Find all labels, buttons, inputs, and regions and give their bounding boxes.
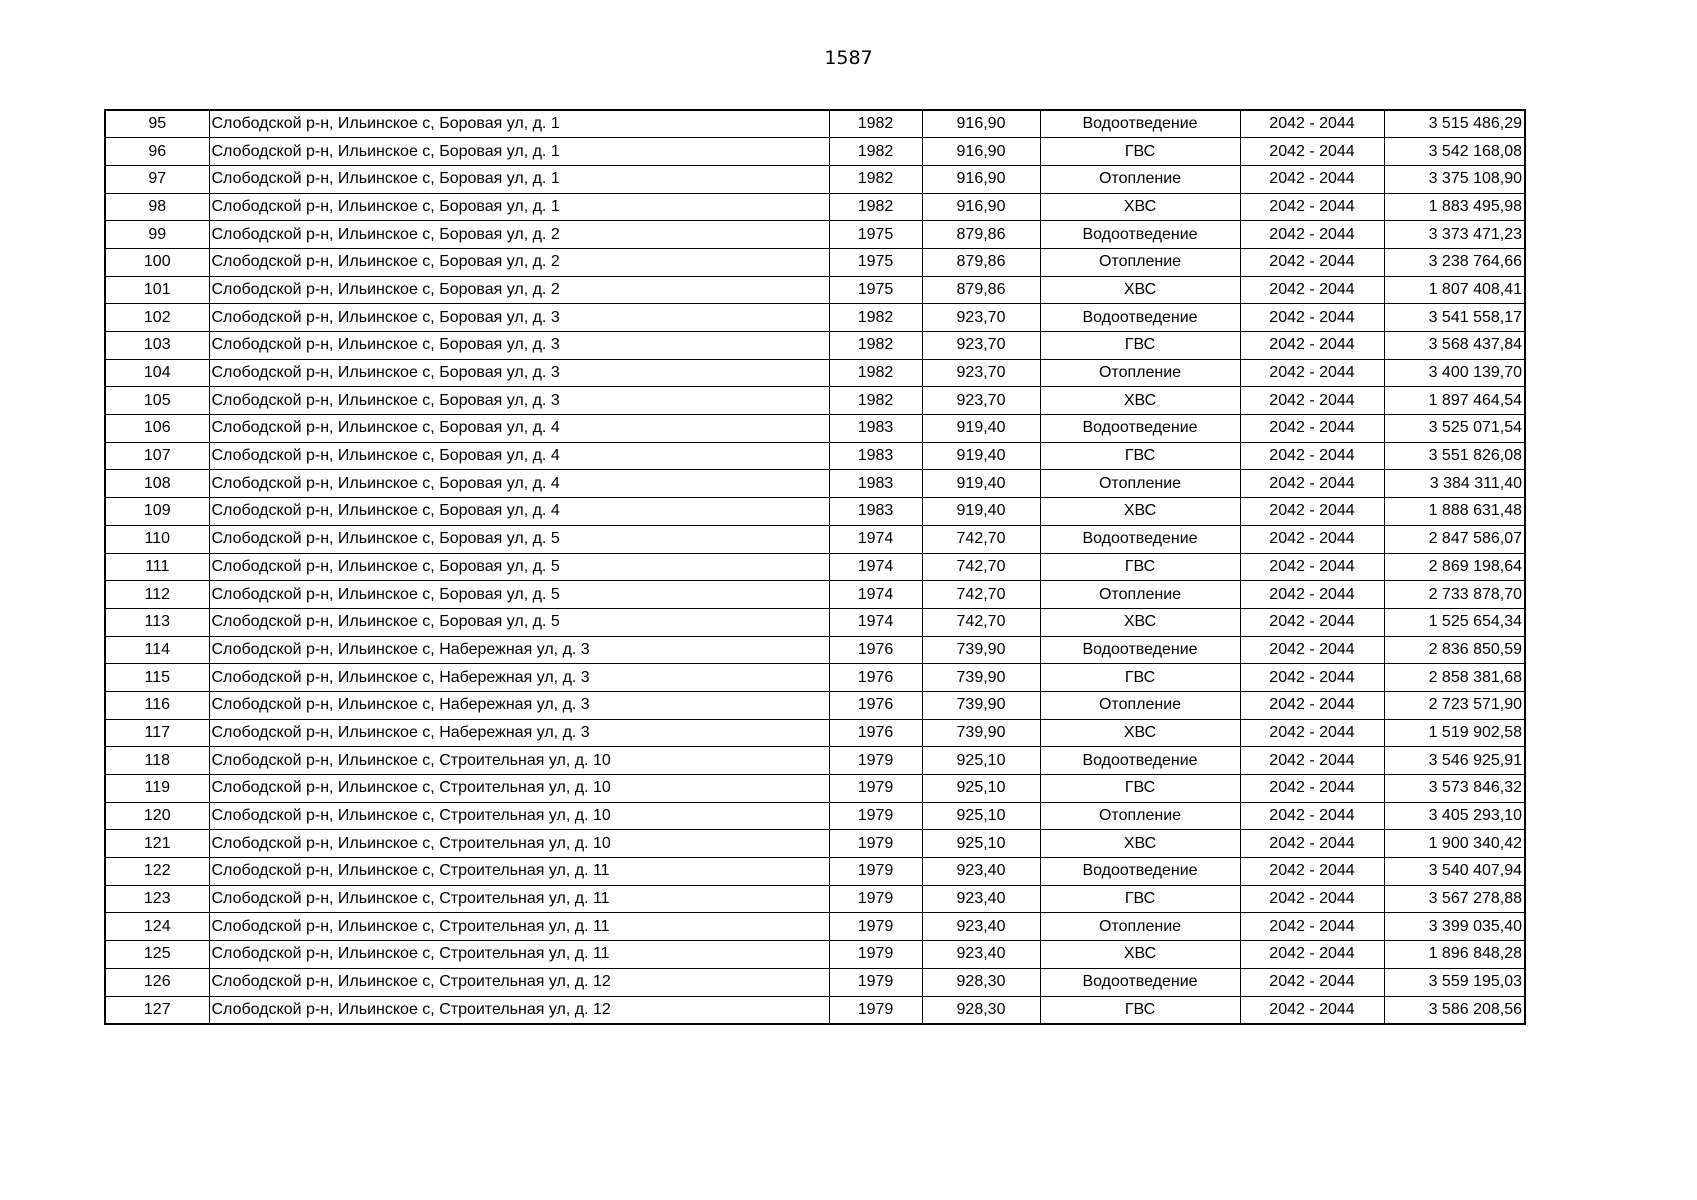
area-cell: 923,70 xyxy=(922,359,1040,387)
address-cell: Слободской р-н, Ильинское с, Боровая ул, д. 1 xyxy=(209,165,829,193)
row-number-cell: 114 xyxy=(105,636,209,664)
year-built-cell: 1975 xyxy=(829,221,922,249)
cost-cell: 1 525 654,34 xyxy=(1384,608,1525,636)
service-type-cell: ХВС xyxy=(1040,830,1240,858)
cost-cell: 3 540 407,94 xyxy=(1384,858,1525,886)
service-type-cell: Водоотведение xyxy=(1040,221,1240,249)
service-type-cell: Отопление xyxy=(1040,248,1240,276)
row-number-cell: 100 xyxy=(105,248,209,276)
repair-period-cell: 2042 - 2044 xyxy=(1240,581,1384,609)
row-number-cell: 121 xyxy=(105,830,209,858)
year-built-cell: 1974 xyxy=(829,553,922,581)
address-cell: Слободской р-н, Ильинское с, Боровая ул, д. 2 xyxy=(209,248,829,276)
service-type-cell: ГВС xyxy=(1040,775,1240,803)
area-cell: 742,70 xyxy=(922,581,1040,609)
area-cell: 925,10 xyxy=(922,747,1040,775)
repair-period-cell: 2042 - 2044 xyxy=(1240,221,1384,249)
table-row xyxy=(105,636,1525,664)
row-number-cell: 103 xyxy=(105,332,209,360)
cost-cell: 1 888 631,48 xyxy=(1384,498,1525,526)
row-number-cell: 113 xyxy=(105,608,209,636)
repair-period-cell: 2042 - 2044 xyxy=(1240,802,1384,830)
cost-cell: 2 723 571,90 xyxy=(1384,691,1525,719)
year-built-cell: 1982 xyxy=(829,110,922,138)
address-cell: Слободской р-н, Ильинское с, Набережная ул, д. 3 xyxy=(209,691,829,719)
cost-cell: 2 858 381,68 xyxy=(1384,664,1525,692)
repair-period-cell: 2042 - 2044 xyxy=(1240,636,1384,664)
area-cell: 919,40 xyxy=(922,470,1040,498)
table-row xyxy=(105,221,1525,249)
area-cell: 919,40 xyxy=(922,498,1040,526)
cost-cell: 3 525 071,54 xyxy=(1384,415,1525,443)
year-built-cell: 1976 xyxy=(829,691,922,719)
address-cell: Слободской р-н, Ильинское с, Строительная ул, д. 10 xyxy=(209,775,829,803)
area-cell: 923,70 xyxy=(922,332,1040,360)
area-cell: 925,10 xyxy=(922,830,1040,858)
area-cell: 923,70 xyxy=(922,387,1040,415)
table-body xyxy=(105,110,1525,1024)
table-row xyxy=(105,387,1525,415)
cost-cell: 3 541 558,17 xyxy=(1384,304,1525,332)
area-cell: 739,90 xyxy=(922,719,1040,747)
cost-cell: 3 515 486,29 xyxy=(1384,110,1525,138)
repair-period-cell: 2042 - 2044 xyxy=(1240,165,1384,193)
area-cell: 923,40 xyxy=(922,858,1040,886)
table-row xyxy=(105,248,1525,276)
address-cell: Слободской р-н, Ильинское с, Боровая ул, д. 4 xyxy=(209,415,829,443)
table-row xyxy=(105,775,1525,803)
table-row xyxy=(105,553,1525,581)
row-number-cell: 104 xyxy=(105,359,209,387)
area-cell: 879,86 xyxy=(922,276,1040,304)
year-built-cell: 1979 xyxy=(829,858,922,886)
table-row xyxy=(105,498,1525,526)
address-cell: Слободской р-н, Ильинское с, Набережная ул, д. 3 xyxy=(209,719,829,747)
row-number-cell: 127 xyxy=(105,996,209,1024)
service-type-cell: Водоотведение xyxy=(1040,304,1240,332)
service-type-cell: ГВС xyxy=(1040,996,1240,1024)
repair-period-cell: 2042 - 2044 xyxy=(1240,885,1384,913)
row-number-cell: 124 xyxy=(105,913,209,941)
area-cell: 739,90 xyxy=(922,691,1040,719)
table-row xyxy=(105,941,1525,969)
cost-cell: 2 869 198,64 xyxy=(1384,553,1525,581)
repair-period-cell: 2042 - 2044 xyxy=(1240,193,1384,221)
service-type-cell: ХВС xyxy=(1040,193,1240,221)
service-type-cell: ХВС xyxy=(1040,276,1240,304)
table-row xyxy=(105,608,1525,636)
repair-period-cell: 2042 - 2044 xyxy=(1240,110,1384,138)
address-cell: Слободской р-н, Ильинское с, Боровая ул, д. 5 xyxy=(209,553,829,581)
table-row xyxy=(105,415,1525,443)
year-built-cell: 1982 xyxy=(829,332,922,360)
repair-period-cell: 2042 - 2044 xyxy=(1240,553,1384,581)
cost-cell: 3 400 139,70 xyxy=(1384,359,1525,387)
area-cell: 739,90 xyxy=(922,636,1040,664)
table-row xyxy=(105,691,1525,719)
service-type-cell: Водоотведение xyxy=(1040,110,1240,138)
address-cell: Слободской р-н, Ильинское с, Боровая ул, д. 2 xyxy=(209,221,829,249)
year-built-cell: 1974 xyxy=(829,608,922,636)
repair-period-cell: 2042 - 2044 xyxy=(1240,996,1384,1024)
cost-cell: 3 375 108,90 xyxy=(1384,165,1525,193)
year-built-cell: 1974 xyxy=(829,581,922,609)
address-cell: Слободской р-н, Ильинское с, Боровая ул, д. 1 xyxy=(209,110,829,138)
cost-cell: 3 551 826,08 xyxy=(1384,442,1525,470)
service-type-cell: ХВС xyxy=(1040,719,1240,747)
address-cell: Слободской р-н, Ильинское с, Боровая ул, д. 1 xyxy=(209,193,829,221)
table-row xyxy=(105,304,1525,332)
year-built-cell: 1982 xyxy=(829,304,922,332)
row-number-cell: 112 xyxy=(105,581,209,609)
address-cell: Слободской р-н, Ильинское с, Строительная ул, д. 10 xyxy=(209,802,829,830)
table-row xyxy=(105,830,1525,858)
service-type-cell: Водоотведение xyxy=(1040,968,1240,996)
cost-cell: 3 573 846,32 xyxy=(1384,775,1525,803)
address-cell: Слободской р-н, Ильинское с, Боровая ул, д. 3 xyxy=(209,387,829,415)
row-number-cell: 106 xyxy=(105,415,209,443)
cost-cell: 3 546 925,91 xyxy=(1384,747,1525,775)
table-row xyxy=(105,747,1525,775)
service-type-cell: ГВС xyxy=(1040,664,1240,692)
address-cell: Слободской р-н, Ильинское с, Строительная ул, д. 11 xyxy=(209,885,829,913)
address-cell: Слободской р-н, Ильинское с, Строительная ул, д. 10 xyxy=(209,830,829,858)
address-cell: Слободской р-н, Ильинское с, Боровая ул, д. 3 xyxy=(209,332,829,360)
repair-period-cell: 2042 - 2044 xyxy=(1240,332,1384,360)
area-cell: 879,86 xyxy=(922,248,1040,276)
cost-cell: 3 568 437,84 xyxy=(1384,332,1525,360)
cost-cell: 3 586 208,56 xyxy=(1384,996,1525,1024)
address-cell: Слободской р-н, Ильинское с, Строительная ул, д. 12 xyxy=(209,968,829,996)
repair-period-cell: 2042 - 2044 xyxy=(1240,664,1384,692)
service-type-cell: ГВС xyxy=(1040,138,1240,166)
page-number: 1587 xyxy=(824,47,873,69)
repair-period-cell: 2042 - 2044 xyxy=(1240,276,1384,304)
table-row xyxy=(105,359,1525,387)
cost-cell: 3 399 035,40 xyxy=(1384,913,1525,941)
year-built-cell: 1979 xyxy=(829,913,922,941)
service-type-cell: Отопление xyxy=(1040,581,1240,609)
year-built-cell: 1979 xyxy=(829,885,922,913)
repair-period-cell: 2042 - 2044 xyxy=(1240,248,1384,276)
row-number-cell: 105 xyxy=(105,387,209,415)
service-type-cell: ХВС xyxy=(1040,498,1240,526)
repair-period-cell: 2042 - 2044 xyxy=(1240,498,1384,526)
repair-period-cell: 2042 - 2044 xyxy=(1240,359,1384,387)
table-row xyxy=(105,581,1525,609)
table-row xyxy=(105,470,1525,498)
cost-cell: 1 900 340,42 xyxy=(1384,830,1525,858)
service-type-cell: Водоотведение xyxy=(1040,636,1240,664)
year-built-cell: 1979 xyxy=(829,996,922,1024)
area-cell: 739,90 xyxy=(922,664,1040,692)
row-number-cell: 119 xyxy=(105,775,209,803)
cost-cell: 1 897 464,54 xyxy=(1384,387,1525,415)
area-cell: 879,86 xyxy=(922,221,1040,249)
cost-cell: 2 836 850,59 xyxy=(1384,636,1525,664)
area-cell: 928,30 xyxy=(922,968,1040,996)
year-built-cell: 1979 xyxy=(829,802,922,830)
year-built-cell: 1982 xyxy=(829,193,922,221)
service-type-cell: Водоотведение xyxy=(1040,415,1240,443)
service-type-cell: Водоотведение xyxy=(1040,525,1240,553)
service-type-cell: ГВС xyxy=(1040,442,1240,470)
row-number-cell: 107 xyxy=(105,442,209,470)
table-row xyxy=(105,138,1525,166)
area-cell: 916,90 xyxy=(922,193,1040,221)
area-cell: 919,40 xyxy=(922,442,1040,470)
table-row xyxy=(105,165,1525,193)
cost-cell: 1 519 902,58 xyxy=(1384,719,1525,747)
year-built-cell: 1979 xyxy=(829,941,922,969)
address-cell: Слободской р-н, Ильинское с, Боровая ул, д. 4 xyxy=(209,470,829,498)
repair-period-cell: 2042 - 2044 xyxy=(1240,387,1384,415)
service-type-cell: Отопление xyxy=(1040,359,1240,387)
address-cell: Слободской р-н, Ильинское с, Боровая ул, д. 3 xyxy=(209,359,829,387)
repair-period-cell: 2042 - 2044 xyxy=(1240,719,1384,747)
table-row xyxy=(105,996,1525,1024)
cost-cell: 1 807 408,41 xyxy=(1384,276,1525,304)
row-number-cell: 99 xyxy=(105,221,209,249)
year-built-cell: 1982 xyxy=(829,387,922,415)
address-cell: Слободской р-н, Ильинское с, Боровая ул, д. 5 xyxy=(209,581,829,609)
address-cell: Слободской р-н, Ильинское с, Строительная ул, д. 11 xyxy=(209,941,829,969)
table-row xyxy=(105,276,1525,304)
table-row xyxy=(105,719,1525,747)
table-row xyxy=(105,525,1525,553)
row-number-cell: 97 xyxy=(105,165,209,193)
area-cell: 925,10 xyxy=(922,775,1040,803)
year-built-cell: 1983 xyxy=(829,415,922,443)
address-cell: Слободской р-н, Ильинское с, Боровая ул, д. 1 xyxy=(209,138,829,166)
address-cell: Слободской р-н, Ильинское с, Строительная ул, д. 11 xyxy=(209,913,829,941)
service-type-cell: Отопление xyxy=(1040,470,1240,498)
cost-cell: 1 883 495,98 xyxy=(1384,193,1525,221)
repair-period-cell: 2042 - 2044 xyxy=(1240,608,1384,636)
address-cell: Слободской р-н, Ильинское с, Боровая ул, д. 3 xyxy=(209,304,829,332)
repair-period-cell: 2042 - 2044 xyxy=(1240,138,1384,166)
service-type-cell: ХВС xyxy=(1040,387,1240,415)
year-built-cell: 1983 xyxy=(829,470,922,498)
row-number-cell: 118 xyxy=(105,747,209,775)
repair-period-cell: 2042 - 2044 xyxy=(1240,941,1384,969)
cost-cell: 3 238 764,66 xyxy=(1384,248,1525,276)
row-number-cell: 122 xyxy=(105,858,209,886)
year-built-cell: 1982 xyxy=(829,138,922,166)
table-row xyxy=(105,885,1525,913)
service-type-cell: Отопление xyxy=(1040,802,1240,830)
repair-period-cell: 2042 - 2044 xyxy=(1240,525,1384,553)
buildings-repair-table xyxy=(104,109,1526,1025)
cost-cell: 2 847 586,07 xyxy=(1384,525,1525,553)
table-row xyxy=(105,193,1525,221)
address-cell: Слободской р-н, Ильинское с, Строительная ул, д. 11 xyxy=(209,858,829,886)
repair-period-cell: 2042 - 2044 xyxy=(1240,304,1384,332)
row-number-cell: 126 xyxy=(105,968,209,996)
year-built-cell: 1975 xyxy=(829,248,922,276)
row-number-cell: 101 xyxy=(105,276,209,304)
row-number-cell: 96 xyxy=(105,138,209,166)
repair-period-cell: 2042 - 2044 xyxy=(1240,470,1384,498)
area-cell: 925,10 xyxy=(922,802,1040,830)
table-row xyxy=(105,968,1525,996)
cost-cell: 3 405 293,10 xyxy=(1384,802,1525,830)
cost-cell: 3 567 278,88 xyxy=(1384,885,1525,913)
service-type-cell: ГВС xyxy=(1040,553,1240,581)
area-cell: 928,30 xyxy=(922,996,1040,1024)
year-built-cell: 1976 xyxy=(829,636,922,664)
year-built-cell: 1976 xyxy=(829,664,922,692)
area-cell: 923,40 xyxy=(922,941,1040,969)
row-number-cell: 117 xyxy=(105,719,209,747)
address-cell: Слободской р-н, Ильинское с, Набережная ул, д. 3 xyxy=(209,636,829,664)
row-number-cell: 95 xyxy=(105,110,209,138)
row-number-cell: 110 xyxy=(105,525,209,553)
cost-cell: 3 384 311,40 xyxy=(1384,470,1525,498)
area-cell: 742,70 xyxy=(922,553,1040,581)
address-cell: Слободской р-н, Ильинское с, Строительная ул, д. 10 xyxy=(209,747,829,775)
cost-cell: 3 542 168,08 xyxy=(1384,138,1525,166)
area-cell: 919,40 xyxy=(922,415,1040,443)
row-number-cell: 116 xyxy=(105,691,209,719)
repair-period-cell: 2042 - 2044 xyxy=(1240,968,1384,996)
area-cell: 923,40 xyxy=(922,913,1040,941)
row-number-cell: 108 xyxy=(105,470,209,498)
service-type-cell: Водоотведение xyxy=(1040,747,1240,775)
year-built-cell: 1979 xyxy=(829,830,922,858)
service-type-cell: ГВС xyxy=(1040,885,1240,913)
service-type-cell: Отопление xyxy=(1040,691,1240,719)
year-built-cell: 1982 xyxy=(829,165,922,193)
row-number-cell: 111 xyxy=(105,553,209,581)
cost-cell: 3 559 195,03 xyxy=(1384,968,1525,996)
year-built-cell: 1979 xyxy=(829,747,922,775)
service-type-cell: Отопление xyxy=(1040,913,1240,941)
repair-period-cell: 2042 - 2044 xyxy=(1240,415,1384,443)
year-built-cell: 1976 xyxy=(829,719,922,747)
service-type-cell: ХВС xyxy=(1040,941,1240,969)
row-number-cell: 102 xyxy=(105,304,209,332)
address-cell: Слободской р-н, Ильинское с, Боровая ул, д. 5 xyxy=(209,608,829,636)
cost-cell: 3 373 471,23 xyxy=(1384,221,1525,249)
address-cell: Слободской р-н, Ильинское с, Строительная ул, д. 12 xyxy=(209,996,829,1024)
area-cell: 916,90 xyxy=(922,165,1040,193)
row-number-cell: 115 xyxy=(105,664,209,692)
table-row xyxy=(105,913,1525,941)
service-type-cell: Водоотведение xyxy=(1040,858,1240,886)
repair-period-cell: 2042 - 2044 xyxy=(1240,442,1384,470)
service-type-cell: ГВС xyxy=(1040,332,1240,360)
repair-period-cell: 2042 - 2044 xyxy=(1240,747,1384,775)
cost-cell: 1 896 848,28 xyxy=(1384,941,1525,969)
row-number-cell: 98 xyxy=(105,193,209,221)
repair-period-cell: 2042 - 2044 xyxy=(1240,830,1384,858)
area-cell: 742,70 xyxy=(922,525,1040,553)
table-row xyxy=(105,664,1525,692)
year-built-cell: 1979 xyxy=(829,968,922,996)
year-built-cell: 1983 xyxy=(829,442,922,470)
table-row xyxy=(105,858,1525,886)
address-cell: Слободской р-н, Ильинское с, Набережная ул, д. 3 xyxy=(209,664,829,692)
year-built-cell: 1979 xyxy=(829,775,922,803)
repair-period-cell: 2042 - 2044 xyxy=(1240,775,1384,803)
service-type-cell: ХВС xyxy=(1040,608,1240,636)
area-cell: 742,70 xyxy=(922,608,1040,636)
row-number-cell: 120 xyxy=(105,802,209,830)
year-built-cell: 1983 xyxy=(829,498,922,526)
area-cell: 923,40 xyxy=(922,885,1040,913)
repair-period-cell: 2042 - 2044 xyxy=(1240,858,1384,886)
area-cell: 916,90 xyxy=(922,138,1040,166)
table-row xyxy=(105,802,1525,830)
repair-period-cell: 2042 - 2044 xyxy=(1240,691,1384,719)
row-number-cell: 123 xyxy=(105,885,209,913)
address-cell: Слободской р-н, Ильинское с, Боровая ул, д. 4 xyxy=(209,442,829,470)
year-built-cell: 1974 xyxy=(829,525,922,553)
cost-cell: 2 733 878,70 xyxy=(1384,581,1525,609)
address-cell: Слободской р-н, Ильинское с, Боровая ул, д. 4 xyxy=(209,498,829,526)
table-row xyxy=(105,110,1525,138)
table-row xyxy=(105,332,1525,360)
year-built-cell: 1975 xyxy=(829,276,922,304)
table-row xyxy=(105,442,1525,470)
address-cell: Слободской р-н, Ильинское с, Боровая ул, д. 5 xyxy=(209,525,829,553)
address-cell: Слободской р-н, Ильинское с, Боровая ул, д. 2 xyxy=(209,276,829,304)
area-cell: 916,90 xyxy=(922,110,1040,138)
area-cell: 923,70 xyxy=(922,304,1040,332)
repair-period-cell: 2042 - 2044 xyxy=(1240,913,1384,941)
row-number-cell: 125 xyxy=(105,941,209,969)
row-number-cell: 109 xyxy=(105,498,209,526)
service-type-cell: Отопление xyxy=(1040,165,1240,193)
year-built-cell: 1982 xyxy=(829,359,922,387)
